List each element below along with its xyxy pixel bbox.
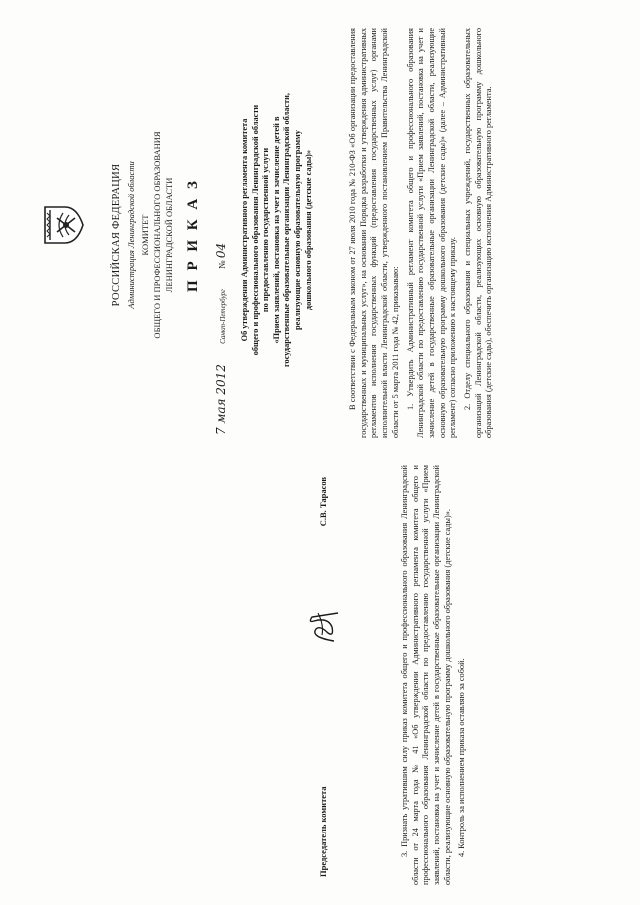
order-item-4: 4. Контроль за исполнением приказа оставляю за собой. bbox=[456, 658, 466, 857]
document-type-heading: П Р И К А З bbox=[185, 178, 201, 292]
order-item-3: 3. Признать утратившим силу приказ комитета общего и профессионального образования Ленинградской области от 24 марта года № 41 «Об утверждении Административного регламента комитета общего и профессионального образования Ленинградской области по предоставлению государственной услуги «Прием заявлений, постановка на учет и зачисление детей в государственные образовательные организации Ленинградской области, реализующие основную образовательную программу дошкольного образования (детские сады)». bbox=[400, 465, 452, 885]
title-line: реализующие основную образовательную программу bbox=[292, 130, 302, 330]
committee-heading-line2: ОБЩЕГО И ПРОФЕССИОНАЛЬНОГО ОБРАЗОВАНИЯ bbox=[152, 131, 162, 339]
title-line: Об утверждении Административного регламента комитета bbox=[240, 118, 249, 342]
title-line: дошкольного образования (детские сады)» bbox=[303, 149, 313, 311]
country-heading: РОССИЙСКАЯ ФЕДЕРАЦИЯ bbox=[111, 163, 122, 307]
preamble-paragraph: В соответствии с Федеральным законом от 27 июля 2010 года № 210-ФЗ «Об организации предоставления государственных и муниципальных услуг», на основании Порядка разработки и утверждения административных регламентов исполнения государственных функций (предоставления государственных услуг) органами исполнительной власти Ленинградской области, утвержденного постановлением Правительства Ленинградской области от 5 марта 2011 года № 42, приказываю: bbox=[348, 28, 400, 438]
order-item-1: 1. Утвердить Административный регламент комитета общего и профессионального образования Ленинградской области по предоставлению государственной услуги «Прием заявлений, постановка на учет и зачисление детей в государственные образовательные организации Ленинградской области, реализующие основную образовательную программу дошкольного образования (детские сады)» (далее – Административный регламент) согласно приложению к настоящему приказу. bbox=[405, 28, 458, 438]
signatory-title: Председатель комитета bbox=[318, 786, 328, 877]
coat-of-arms-emblem bbox=[41, 203, 85, 247]
handwritten-signature bbox=[304, 607, 344, 647]
handwritten-number: 04 bbox=[214, 242, 228, 259]
title-line: государственные образовательные организации Ленинградской области, bbox=[282, 93, 292, 367]
date-number-line bbox=[214, 35, 228, 435]
title-line: «Прием заявлений, постановка на учет и зачисление детей в bbox=[271, 116, 281, 344]
title-line: общего и профессионального образования Ленинградской области bbox=[250, 104, 260, 356]
administration-heading: Администрация Ленинградской области bbox=[126, 161, 136, 309]
committee-heading-line3: ЛЕНИНГРАДСКОЙ ОБЛАСТИ bbox=[164, 177, 174, 293]
second-page-half bbox=[0, 455, 640, 905]
order-body bbox=[348, 28, 628, 438]
order-title bbox=[240, 30, 340, 430]
number-prefix: № bbox=[217, 260, 227, 269]
title-line: по предоставлению государственной услуги bbox=[261, 147, 271, 313]
order-item-2: 2. Отделу специального образования и специальных учреждений, государственных образовательных организаций Ленинградской области, реализующих основную образовательную программу дошкольного образования (детские сады), обеспечить организацию исполнения Административного регламента. bbox=[463, 28, 494, 438]
signature-block bbox=[308, 477, 348, 877]
committee-heading: КОМИТЕТ bbox=[140, 214, 150, 256]
signatory-name: С.В. Тарасов bbox=[318, 477, 328, 527]
order-body-continued bbox=[400, 465, 640, 885]
handwritten-date: 7 мая 2012 bbox=[214, 364, 228, 435]
place-label: Санкт-Петербург bbox=[219, 289, 227, 344]
